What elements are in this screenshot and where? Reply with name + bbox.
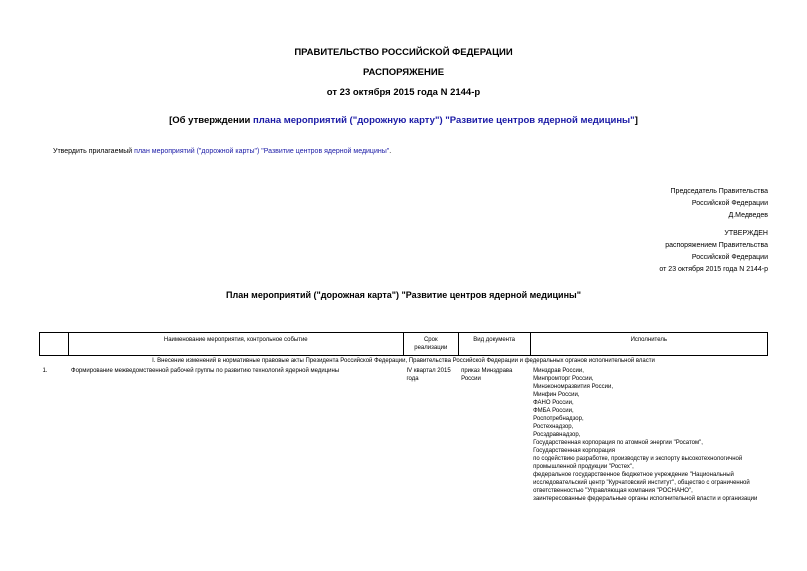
document-type: РАСПОРЯЖЕНИЕ <box>362 67 445 78</box>
executor-item: федеральное государственное бюджетное учреждение "Национальный исследовательский центр "Курчатовский институт", общество с ограниченной ответственностью "Управляющая компания "РОСНАНО", <box>533 472 750 494</box>
executor-item: Росздравнадзор, <box>533 432 581 438</box>
approved-block <box>659 228 768 276</box>
executor-item: Минздрав России, <box>533 368 584 374</box>
table-row <box>40 366 768 504</box>
row-term: IV квартал 2015 года <box>406 368 451 382</box>
document-date-number: от 23 октября 2015 года N 2144-р <box>326 87 481 98</box>
row-executors <box>530 366 767 504</box>
executor-item: заинтересованные федеральные органы исполнительной власти и организации <box>533 496 758 502</box>
row-doc: приказ Минздрава России <box>461 368 513 382</box>
title-link[interactable]: плана мероприятий ("дорожную карту") "Развитие центров ядерной медицины" <box>253 115 635 126</box>
executor-item: ФМБА России, <box>533 408 574 414</box>
approved-line-4: от 23 октября 2015 года N 2144-р <box>659 266 768 273</box>
approval-suffix: . <box>389 148 392 155</box>
executor-item: ФАНО России, <box>533 400 574 406</box>
approval-prefix: Утвердить прилагаемый <box>53 148 135 155</box>
section-row <box>40 356 768 367</box>
government-name: ПРАВИТЕЛЬСТВО РОССИЙСКОЙ ФЕДЕРАЦИИ <box>294 47 513 58</box>
executor-item: Минэкономразвития России, <box>533 384 614 390</box>
executor-item: Минпромторг России, <box>533 376 594 382</box>
header-executor: Исполнитель <box>530 333 767 356</box>
approval-plan-link[interactable]: план мероприятий ("дорожной карты") "Развитие центров ядерной медицины" <box>134 148 390 155</box>
signature-line-2: Российской Федерации <box>691 200 768 207</box>
signature-line-3: Д.Медведев <box>728 212 768 219</box>
header-doc: Вид документа <box>458 333 530 356</box>
row-num: 1. <box>42 368 48 374</box>
executor-item: Роспотребнадзор, <box>533 416 584 422</box>
title-prefix: [Об утверждении <box>169 115 254 126</box>
header-term: Срок реализации <box>404 333 459 356</box>
table-header-row <box>40 333 768 356</box>
executor-item: Минфин России, <box>533 392 580 398</box>
executor-item: Государственная корпорация <box>533 448 616 454</box>
title-suffix: ] <box>634 115 638 126</box>
approved-line-2: распоряжением Правительства <box>665 242 768 249</box>
signature-block <box>671 186 768 222</box>
header-num <box>40 333 69 356</box>
plan-title: План мероприятий ("дорожная карта") "Развитие центров ядерной медицины" <box>226 290 581 300</box>
approval-paragraph <box>53 147 391 157</box>
executor-item: Государственная корпорация по атомной энергии "Росатом", <box>533 440 703 446</box>
signature-line-1: Председатель Правительства <box>670 188 768 195</box>
approved-line-1: УТВЕРЖДЕН <box>724 230 768 237</box>
row-name: Формирование межведомственной рабочей группы по развитию технологий ядерной медицины <box>71 368 340 374</box>
section-title: I. Внесение изменений в нормативные правовые акты Президента Российской Федерации, Правительства Российской Федерации и федеральных органов исполнительной власти <box>152 358 655 364</box>
plan-table <box>39 332 768 504</box>
executor-item: Ростехнадзор, <box>533 424 574 430</box>
document-title <box>0 115 807 126</box>
header-name: Наименование мероприятия, контрольное событие <box>68 333 403 356</box>
executor-item: по содействию разработке, производству и экспорту высокотехнологичной промышленной продукции "Ростех", <box>533 456 743 470</box>
approved-line-3: Российской Федерации <box>691 254 768 261</box>
